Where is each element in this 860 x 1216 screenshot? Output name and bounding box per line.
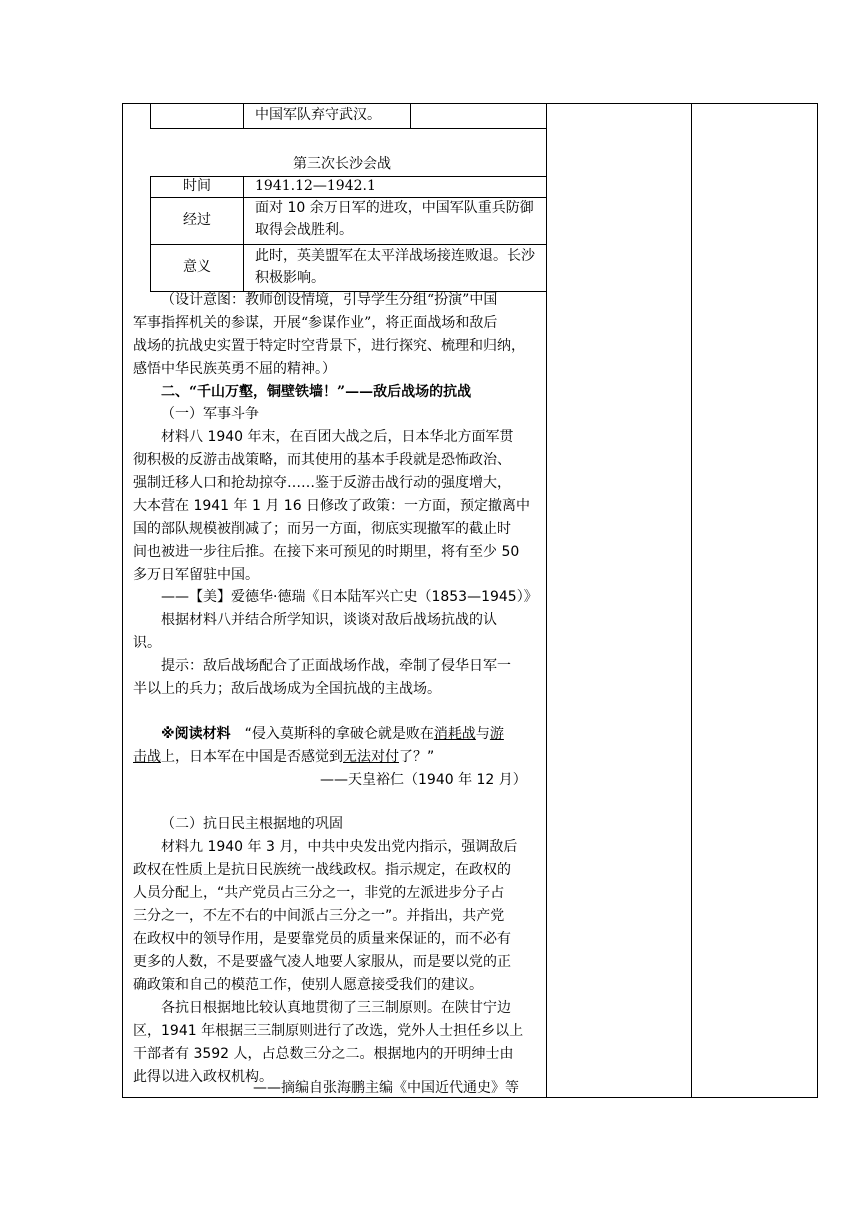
row-value-process: 取得会战胜利。 [255, 222, 353, 238]
hint-line: 半以上的兵力；敌后战场成为全国抗战的主战场。 [133, 681, 441, 697]
column-divider-1 [546, 103, 547, 1098]
battle-table-row-line [150, 244, 546, 245]
row-label-significance: 意义 [183, 259, 211, 275]
top-table-cell: 中国军队弃守武汉。 [255, 107, 381, 123]
row-value-significance: 此时，英美盟军在太平洋战场接连败退。长沙 [255, 248, 535, 264]
reading-quote: 了？” [399, 749, 435, 765]
material9b-line: 区，1941 年根据三三制原则进行了改选，党外人士担任乡以上 [133, 1023, 524, 1039]
table-caption: 第三次长沙会战 [293, 156, 391, 172]
reading-line-1 [161, 724, 504, 744]
design-intent-line: 军事指挥机关的参谋，开展“参谋作业”，将正面战场和敌后 [133, 315, 498, 331]
row-label-process: 经过 [183, 212, 211, 228]
material9b-line: 干部者有 3592 人，占总数三分之二。根据地内的开明绅士由 [133, 1046, 514, 1062]
subheading-military: （一）军事斗争 [161, 406, 259, 422]
reading-underline: 消耗战 [433, 726, 476, 742]
material9-line: 人员分配上，“共产党员占三分之一，非党的左派进步分子占 [133, 885, 505, 901]
top-table-divider [243, 104, 244, 129]
material8-source: ——【美】爱德华·德瑞《日本陆军兴亡史（1853—1945）》 [161, 589, 538, 605]
material8-line: 国的部队规模被削减了；而另一方面，彻底实现撤军的截止时 [133, 521, 511, 537]
design-intent-line: （设计意图：教师创设情境，引导学生分组“扮演”中国 [161, 292, 498, 308]
material9b-line: 各抗日根据地比较认真地贯彻了三三制原则。在陕甘宁边 [161, 1000, 511, 1016]
material9-line: 确政策和自己的模范工作，使别人愿意接受我们的建议。 [133, 977, 483, 993]
material9b-line: 此得以进入政权机构。 [133, 1069, 273, 1085]
material8-line: 多万日军留驻中国。 [133, 567, 259, 583]
top-table-divider [410, 104, 411, 129]
material9-line: 政权在性质上是抗日民族统一战线政权。指示规定，在政权的 [133, 862, 511, 878]
reading-underline: 游 [489, 726, 504, 742]
reading-quote: “侵入莫斯科的拿破仑就是败在 [244, 726, 434, 742]
material9-line: 材料九 1940 年 3 月，中共中央发出党内指示，强调敌后 [161, 839, 518, 855]
reading-underline: 击战 [133, 749, 161, 765]
material8-line: 间也被进一步往后推。在接下来可预见的时期里，将有至少 50 [133, 544, 520, 560]
reading-line-2 [133, 747, 434, 767]
material8-line: 材料八 1940 年末，在百团大战之后，日本华北方面军贯 [161, 429, 514, 445]
row-value-process: 面对 10 余万日军的进攻，中国军队重兵防御 [255, 200, 534, 216]
subheading-base-areas: （二）抗日民主根据地的巩固 [161, 816, 343, 832]
material8-line: 强制迁移人口和抢劫掠夺……鉴于反游击战行动的强度增大， [133, 475, 511, 491]
material8-line: 大本营在 1941 年 1 月 16 日修改了政策：一方面，预定撤离中 [133, 498, 531, 514]
reading-underline: 无法对付 [343, 749, 399, 765]
material9-line: 在政权中的领导作用，是要靠党员的质量来保证的，而不必有 [133, 931, 511, 947]
row-value-time: 1941.12—1942.1 [255, 178, 376, 194]
design-intent-line: 感悟中华民族英勇不屈的精神。） [133, 361, 336, 377]
reading-quote: 上，日本军在中国是否感觉到 [161, 749, 343, 765]
row-label-time: 时间 [183, 178, 211, 194]
material9-line: 更多的人数，不是要盛气凌人地要人家服从，而是要以党的正 [133, 954, 511, 970]
material9-source: ——摘编自张海鹏主编《中国近代通史》等 [253, 1080, 519, 1096]
section-heading: 二、“千山万壑，铜壁铁墙！”——敌后战场的抗战 [161, 384, 472, 400]
reading-source: ——天皇裕仁（1940 年 12 月） [320, 772, 527, 788]
hint-line: 提示：敌后战场配合了正面战场作战，牵制了侵华日军一 [161, 658, 511, 674]
reading-prefix: ※阅读材料 [161, 726, 231, 742]
battle-table-divider [243, 176, 244, 292]
question-line: 根据材料八并结合所学知识，谈谈对敌后战场抗战的认 [161, 612, 497, 628]
material9-line: 三分之一，不左不右的中间派占三分之一”。并指出，共产党 [133, 908, 505, 924]
content-column [123, 104, 546, 1097]
question-line: 识。 [133, 635, 161, 651]
design-intent-line: 战场的抗战史实置于特定时空背景下，进行探究、梳理和归纳， [133, 338, 525, 354]
column-divider-2 [691, 103, 692, 1098]
row-value-significance: 积极影响。 [255, 270, 325, 286]
reading-quote: 与 [475, 726, 490, 742]
material8-line: 彻积极的反游击战策略，而其使用的基本手段就是恐怖政治、 [133, 452, 511, 468]
